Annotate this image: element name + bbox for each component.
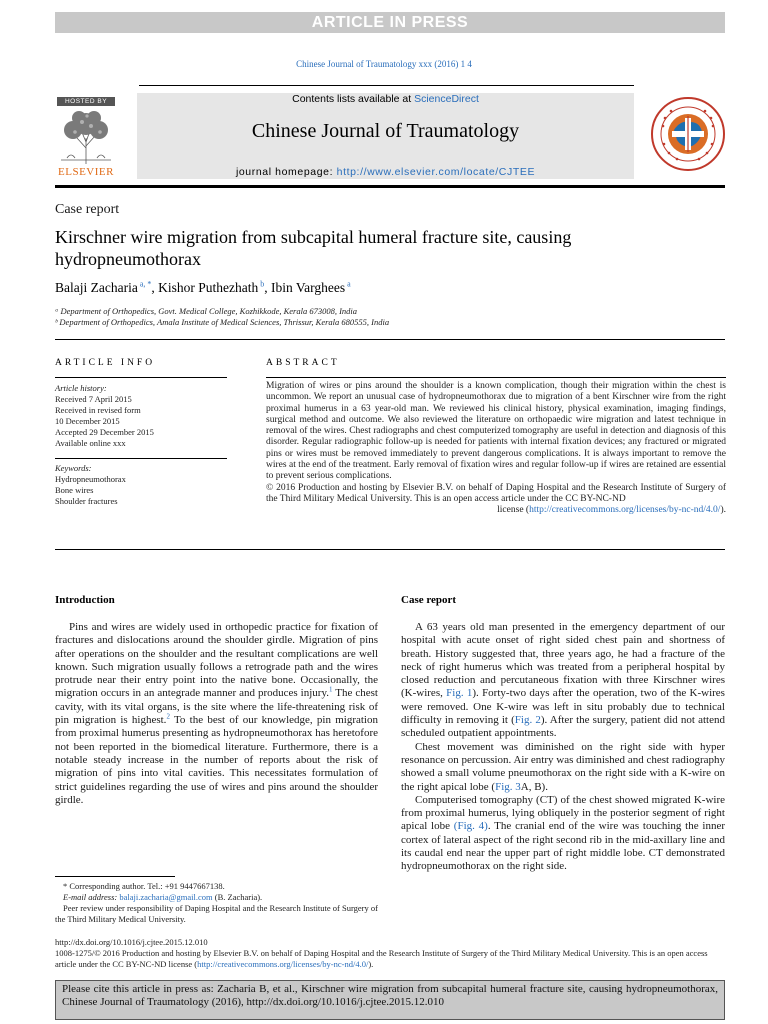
- keyword-item: Hydropneumothorax: [55, 474, 126, 484]
- case-report-text: A 63 years old man presented in the emergency department of our hospital with acute onset of right sided chest pain and shortness of breath. History suggested that, three years ago, he had a fracture of the neck of right humerus which was treated from a peripheral hospital by closed reduction and percutaneous fixation with three Kirschner wires (K-wires,: [401, 621, 725, 700]
- case-report-paragraph: [401, 621, 725, 741]
- affiliation-a: ᵃ Department of Orthopedics, Govt. Medical College, Kozhikkode, Kerala 673008, India: [55, 306, 358, 316]
- header-top-rule: [139, 85, 634, 86]
- case-report-body: [401, 621, 725, 874]
- author-name[interactable]: , Ibin Varghees: [264, 280, 346, 295]
- figure-link[interactable]: Fig. 2: [514, 714, 541, 727]
- figure-link[interactable]: (Fig. 4): [453, 820, 488, 833]
- figure-link[interactable]: Fig. 3: [495, 780, 521, 793]
- keywords-rule: [55, 458, 227, 459]
- author-affiliation-marker[interactable]: a: [345, 279, 351, 289]
- keywords-label: Keywords:: [55, 463, 92, 473]
- email-link[interactable]: balaji.zacharia@gmail.com: [119, 892, 213, 902]
- history-label: Article history:: [55, 383, 107, 393]
- bottom-license-link[interactable]: http://creativecommons.org/licenses/by-nc-nd/4.0/: [197, 959, 369, 969]
- introduction-paragraph: [55, 621, 378, 807]
- contents-available-line: [137, 93, 634, 105]
- elsevier-tree-logo-icon[interactable]: [57, 108, 115, 166]
- email-label: E-mail address:: [63, 892, 120, 902]
- doi-link[interactable]: http://dx.doi.org/10.1016/j.cjtee.2015.12.010: [55, 937, 208, 947]
- homepage-prefix: journal homepage:: [235, 166, 337, 178]
- introduction-text: Pins and wires are widely used in orthopedic practice for fixation of fractures and dislocations around the shoulder girdle. Migration of pins after operations on the shoulder and the resultant complications are well known. Such migration usually follows a retrograde path and the wires protrude near their entry point into the native bone. Occasionally, the migration occurs in an antegrade manner and produces injury.: [55, 621, 378, 700]
- case-report-text: Computerised tomography (CT) of the chest showed migrated K-wire from proximal humerus, lying obliquely in the posterior segment of right apical lobe: [401, 793, 725, 833]
- peer-review-note: Peer review under responsibility of Daping Hospital and the Research Institute of Surgery of the Third Military Medical University.: [55, 903, 378, 924]
- contents-prefix: Contents lists available at: [292, 93, 415, 105]
- article-title: Kirschner wire migration from subcapital humeral fracture site, causing hydropneumothorax: [55, 227, 572, 269]
- abstract-body: [266, 381, 726, 517]
- author-name[interactable]: Balaji Zacharia: [55, 280, 138, 295]
- case-report-text: A, B).: [520, 780, 548, 793]
- hosted-by-label: HOSTED BY: [57, 97, 115, 106]
- section-rule: [55, 339, 725, 340]
- bottom-license-suffix: ).: [368, 959, 374, 969]
- abstract-heading: ABSTRACT: [266, 358, 340, 368]
- sciencedirect-link[interactable]: ScienceDirect: [414, 93, 479, 105]
- reference-link[interactable]: 1: [329, 685, 333, 694]
- introduction-heading: Introduction: [55, 594, 115, 606]
- journal-citation-line[interactable]: Chinese Journal of Traumatology xxx (2016) 1 4: [296, 59, 472, 69]
- article-in-press-banner: ARTICLE IN PRESS: [55, 12, 725, 33]
- history-item: Received 7 April 2015: [55, 394, 132, 404]
- reference-link[interactable]: 2: [166, 712, 170, 721]
- abstract-bottom-rule: [55, 549, 725, 550]
- email-note: [55, 892, 393, 903]
- article-info-rule: [55, 377, 227, 378]
- figure-link[interactable]: Fig. 1: [446, 687, 473, 700]
- abstract-copyright: © 2016 Production and hosting by Elsevier B.V. on behalf of Daping Hospital and the Research Institute of Surgery of the Third Military Medical University. This is an open access article under the CC BY-NC-ND: [266, 482, 726, 504]
- history-item: Available online xxx: [55, 438, 126, 448]
- header-thick-rule: [55, 185, 725, 188]
- introduction-text: To the best of our knowledge, pin migration from proximal humerus presenting as hydropneumothorax has heretofore not been reported in the biomedical literature. Furthermore, there is a notable steady increase in the number of reports about the risk of migration of pins into vital cavities. This necessitates formulation of strict guidelines regarding the use of wires and pins around the shoulder girdle.: [55, 714, 378, 806]
- introduction-body: [55, 621, 378, 807]
- journal-homepage-line: [137, 166, 634, 178]
- homepage-link[interactable]: http://www.elsevier.com/locate/CJTEE: [336, 166, 536, 178]
- case-report-paragraph: [401, 794, 725, 874]
- abstract-text: Migration of wires or pins around the shoulder is a known complication, though their migration within the chest is uncommon. We report an unusual case of hydropneumothorax due to migration of a bent Kirschner wire from the right proximal humerus in a 63 year-old man. We reviewed his clinical history, physical examination, imaging findings, surgical method and outcome. We also reviewed the literature on orthopaedic wire migration and latest technique in removal of the wires. Chest radiographs and chest computerized tomography are useful in detection and diagnosis of this disorder. Regular radiographic follow-up is needed for patients with internal fixation devices; any fractured or migrated pins or wires must be removed immediately to prevent dangerous complications. It is always important to remove the wires at the end of the treatment. Early removal of fixation wires and regular follow-up if wires are retained are essential to prevent serious complications.: [266, 381, 726, 482]
- license-suffix: ).: [720, 505, 726, 516]
- case-report-text: ). Forty-two days after the operation, two of the K-wires were removed. One K-wire was left in situ probably due to technical difficulty in removing it (: [401, 687, 725, 727]
- keyword-item: Shoulder fractures: [55, 496, 118, 506]
- history-item: Accepted 29 December 2015: [55, 427, 154, 437]
- footnote-rule: [55, 876, 175, 877]
- issn-text: 1008-1275/© 2016 Production and hosting by Elsevier B.V. on behalf of Daping Hospital and the Research Institute of Surgery of the Third Military Medical University. This is an open access article under the CC BY-NC-ND license (: [55, 948, 708, 969]
- keyword-item: Bone wires: [55, 485, 94, 495]
- case-report-text: . The cranial end of the wire was touching the inner cortex of lateral aspect of the right second rib in the mid-axillary line and its caudal end near the upper part of right middle lobe. CT demonstrated hydropneumothorax on the right side.: [401, 820, 726, 873]
- case-report-heading: Case report: [401, 594, 457, 606]
- elsevier-wordmark: ELSEVIER: [58, 166, 114, 178]
- author-name[interactable]: , Kishor Puthezhath: [151, 280, 259, 295]
- license-link[interactable]: http://creativecommons.org/licenses/by-nc-nd/4.0/: [529, 505, 721, 516]
- license-prefix: license (: [497, 505, 530, 516]
- case-report-text: ). After the surgery, patient did not attend scheduled outpatient appointments.: [401, 714, 725, 740]
- affiliation-b: ᵇ Department of Orthopedics, Amala Institute of Medical Sciences, Thrissur, Kerala 680555, India: [55, 317, 390, 327]
- cite-this-article-box: Please cite this article in press as: Zacharia B, et al., Kirschner wire migration from subcapital humeral fracture site, causing hydropneumothorax, Chinese Journal of Traumatology (2016), http://dx.doi.org/10.1016/j.cjtee.2015.12.010: [55, 980, 725, 1020]
- author-list: [55, 280, 351, 296]
- abstract-rule: [266, 377, 726, 378]
- issn-copyright-line: [55, 948, 725, 970]
- corresponding-author-note: * Corresponding author. Tel.: +91 9447667138.: [63, 881, 225, 891]
- case-report-paragraph: [401, 741, 725, 794]
- author-affiliation-marker[interactable]: b: [258, 279, 265, 289]
- email-suffix: (B. Zacharia).: [212, 892, 263, 902]
- case-report-text: Chest movement was diminished on the right side with hyper resonance on percussion. Air entry was diminished and chest radiography showed a small volume pneumothorax on the right side with a K-wire on the right apical lobe (: [401, 740, 725, 793]
- article-type: Case report: [55, 202, 120, 217]
- abstract-license-line: [266, 505, 726, 516]
- history-item: 10 December 2015: [55, 416, 120, 426]
- journal-title: Chinese Journal of Traumatology: [251, 120, 520, 142]
- history-item: Received in revised form: [55, 405, 141, 415]
- chinese-medical-association-seal-icon: [650, 96, 726, 172]
- introduction-text: The chest cavity, with its vital organs, is the site where the life-threatening risk of pin migration is highest.: [55, 687, 378, 727]
- author-affiliation-marker[interactable]: a, *: [137, 279, 152, 289]
- article-info-heading: ARTICLE INFO: [55, 358, 156, 368]
